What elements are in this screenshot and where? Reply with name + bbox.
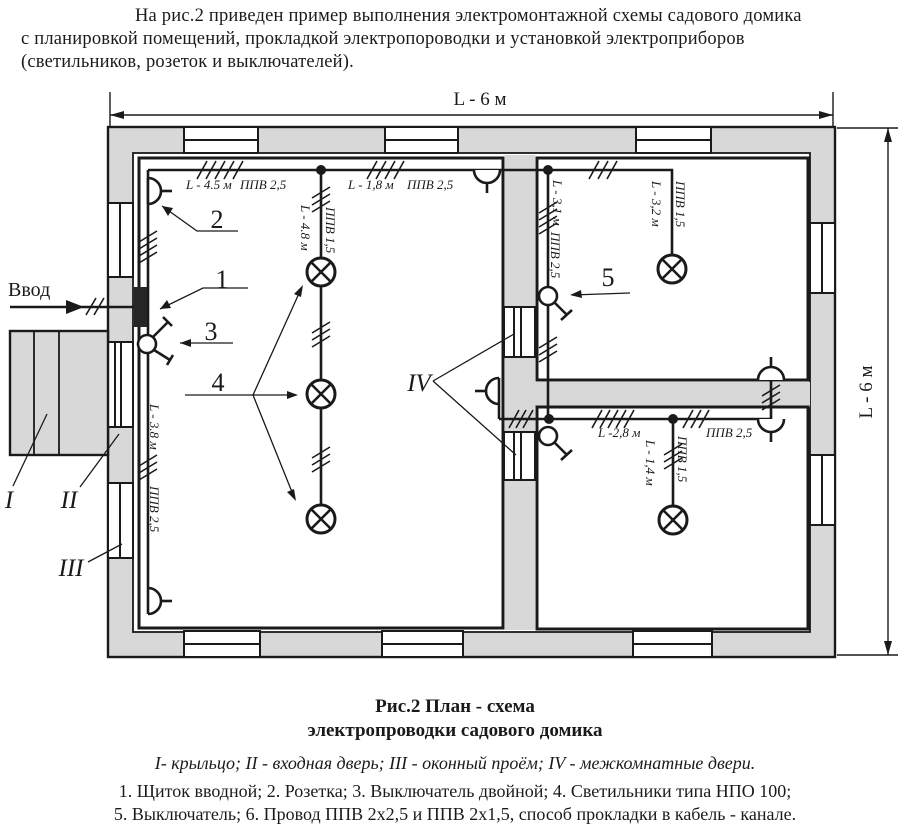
callout-3: 3	[204, 317, 218, 346]
entry-arrowhead	[66, 300, 84, 314]
callout-1: 1	[215, 265, 229, 294]
wire-label-type: ППВ 2,5	[706, 425, 753, 440]
entry-door	[108, 342, 133, 427]
lamp-icon	[307, 505, 335, 533]
junction-dot	[316, 165, 326, 175]
wire-label-len: L - 3,2 м	[649, 181, 664, 227]
input-panel	[134, 287, 147, 327]
figure-caption-line2: электропроводки садового домика	[307, 720, 603, 741]
wire-label-len: L - 3,1 м	[550, 180, 565, 226]
dimension-top-label: L - 6 м	[453, 89, 507, 110]
window-bottom-2	[382, 631, 463, 657]
lamp-icon	[307, 380, 335, 408]
window-left-1	[108, 203, 133, 277]
callout-i: I	[4, 487, 14, 514]
window-right-1	[810, 223, 835, 293]
wire-label-type: ППВ 1,5	[673, 181, 688, 228]
wire-label-len: L - 4.5 м	[186, 177, 232, 192]
porch	[10, 331, 108, 455]
wire-label-type: ППВ 2,5	[240, 177, 287, 192]
dim-arrow-right	[819, 111, 833, 119]
wire-label-type: ППВ 1,5	[675, 436, 690, 483]
callout-ii: II	[60, 487, 78, 514]
figure-caption-line1: Рис.2 План - схема	[375, 696, 535, 717]
callout-5: 5	[601, 263, 615, 292]
interior-wall-vertical	[505, 155, 535, 630]
callout-iv: IV	[407, 370, 431, 397]
wire-label-len: L - 3.8 м	[147, 404, 162, 450]
dim-arrow-up	[884, 128, 892, 142]
interior-door-1	[504, 307, 535, 357]
window-bottom-3	[633, 631, 712, 657]
wire-label-type: ППВ 2,5	[407, 177, 454, 192]
window-top-3	[636, 127, 711, 153]
dimension-right	[837, 128, 898, 655]
interior-wall-horizontal	[535, 382, 810, 407]
dimension-right-label: L - 6 м	[856, 365, 877, 419]
junction-dot	[543, 165, 553, 175]
junction-dot	[668, 414, 678, 424]
lamp-icon	[659, 506, 687, 534]
dimension-top	[110, 89, 833, 127]
intro-line-1: На рис.2 приведен пример выполнения электромонтажной схемы садового домика	[135, 6, 802, 26]
intro-line-2: с планировкой помещений, прокладкой электропороводки и установкой электроприборов	[21, 29, 745, 49]
window-right-2	[810, 455, 835, 525]
wire-label-len: L -2,8 м	[598, 425, 641, 440]
legend-items-line2: 5. Выключатель; 6. Провод ППВ 2х2,5 и ППВ 2х1,5, способ прокладки в кабель - канале.	[113, 804, 797, 824]
intro-line-3: (светильников, розеток и выключателей).	[21, 52, 354, 72]
wire-label-len: L - 1,4 м	[643, 440, 658, 486]
window-top-1	[184, 127, 258, 153]
wire-label-type: ППВ 2,5	[548, 232, 563, 279]
lamp-icon	[307, 258, 335, 286]
wire-label-len: L - 4.8 м	[298, 205, 313, 251]
legend-rooms: I- крыльцо; II - входная дверь; III - оконный проём; IV - межкомнатные двери.	[154, 753, 756, 773]
dim-arrow-left	[110, 111, 124, 119]
lamp-icon	[658, 255, 686, 283]
dim-arrow-down	[884, 641, 892, 655]
callout-2: 2	[210, 205, 224, 234]
legend-items-line1: 1. Щиток вводной; 2. Розетка; 3. Выключатель двойной; 4. Светильники типа НПО 100;	[118, 781, 792, 801]
wire-label-type: ППВ 1,5	[323, 207, 338, 254]
callout-4: 4	[211, 368, 225, 397]
wire-label-len: L - 1,8 м	[348, 177, 394, 192]
callout-iii: III	[58, 555, 84, 582]
interior-door-2	[504, 432, 535, 480]
junction-dot	[544, 414, 554, 424]
entry-label: Ввод	[8, 279, 51, 301]
window-top-2	[385, 127, 458, 153]
window-left-3	[108, 483, 133, 558]
window-bottom-1	[184, 631, 260, 657]
wire-label-type: ППВ 2,5	[147, 486, 162, 533]
